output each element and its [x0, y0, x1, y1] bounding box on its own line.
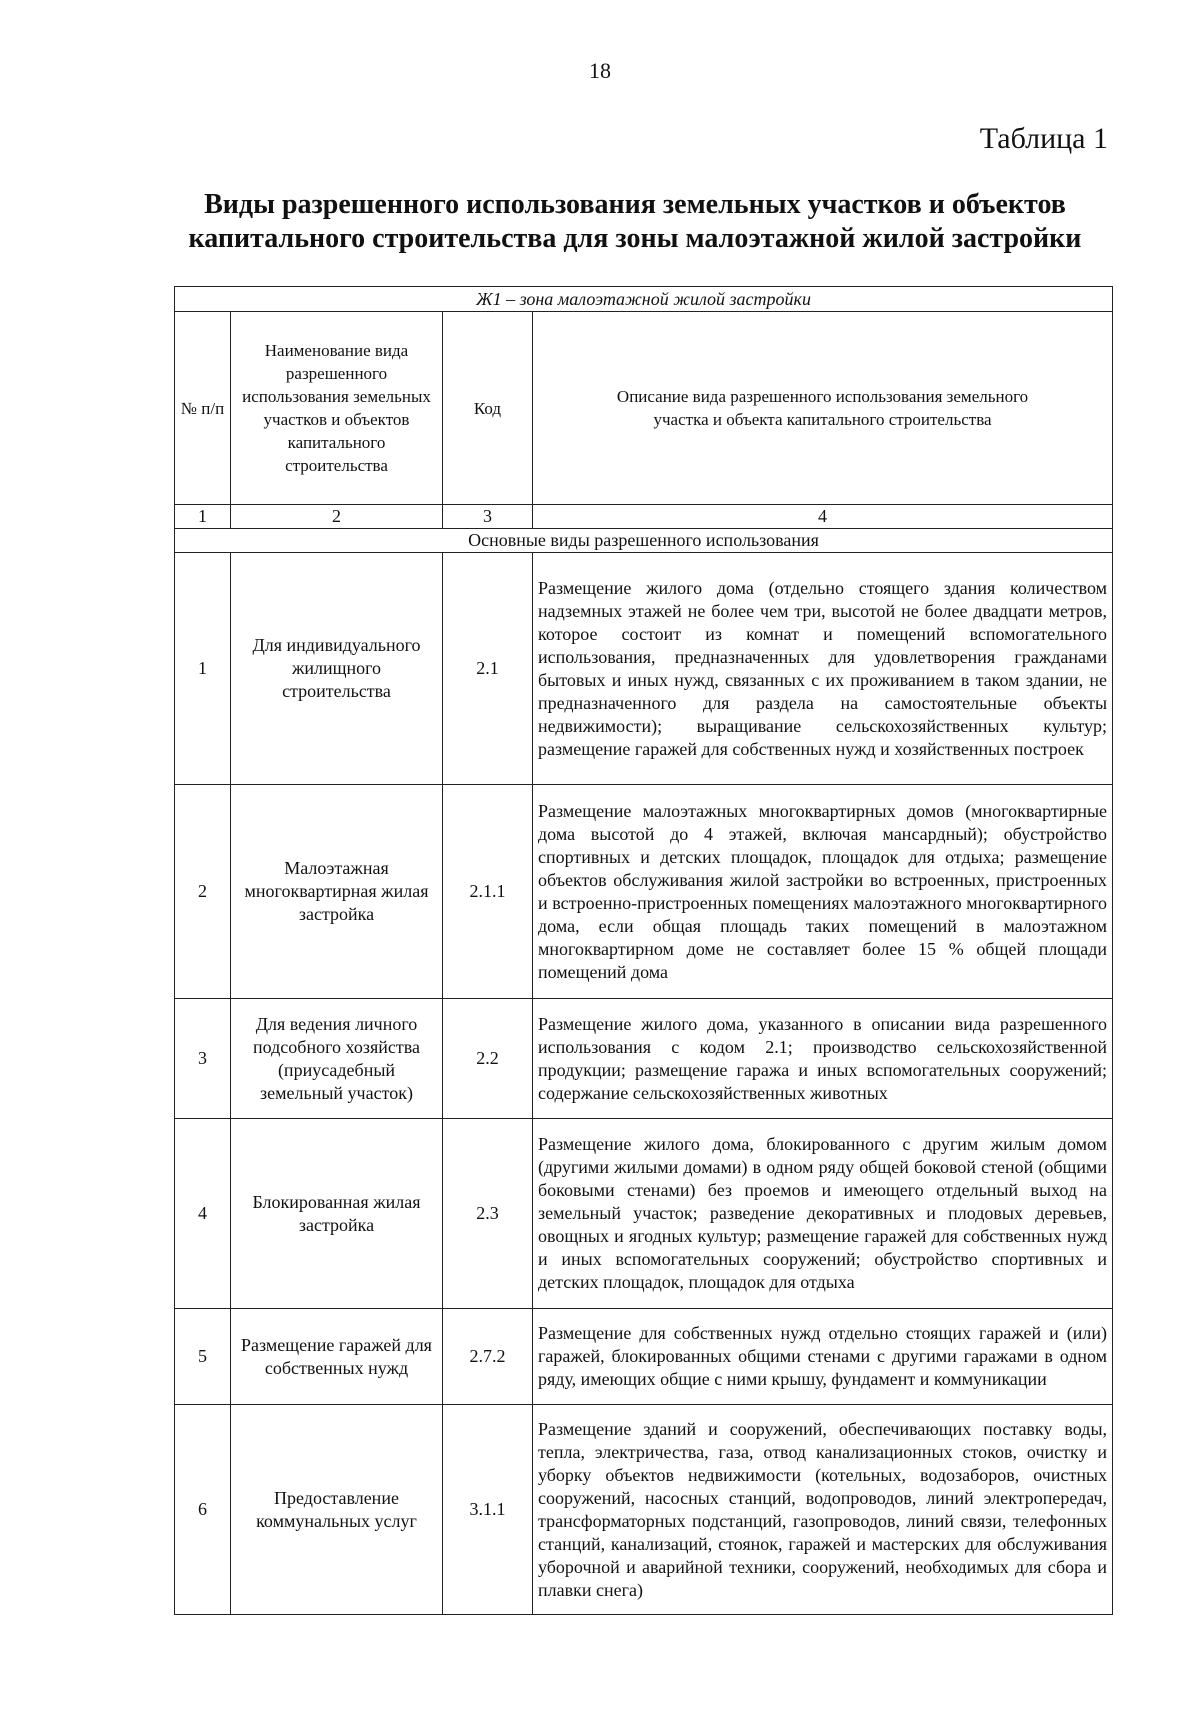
use-code: 3.1.1: [443, 1405, 533, 1615]
column-header-row: [175, 312, 1113, 505]
header-name: Наименование вида разрешенного использования земельных участков и объектов капитального строительства: [231, 312, 443, 505]
header-num: № п/п: [175, 312, 231, 505]
use-name: Предоставление коммунальных услуг: [231, 1405, 443, 1615]
row-number: 6: [175, 1405, 231, 1615]
column-number: 3: [443, 505, 533, 529]
table-label: Таблица 1: [979, 122, 1108, 155]
use-name: Блокированная жилая застройка: [231, 1119, 443, 1309]
use-code: 2.1: [443, 553, 533, 785]
table-row: [175, 553, 1113, 785]
zone-header: Ж1 – зона малоэтажной жилой застройки: [175, 287, 1113, 312]
use-code: 2.3: [443, 1119, 533, 1309]
column-number: 2: [231, 505, 443, 529]
table-row: [175, 999, 1113, 1119]
use-name: Для ведения личного подсобного хозяйства (приусадебный земельный участок): [231, 999, 443, 1119]
table-row: [175, 785, 1113, 999]
use-code: 2.1.1: [443, 785, 533, 999]
page-number: 18: [589, 58, 611, 83]
document-title: Виды разрешенного использования земельных участков и объектов капитального строительства для зоны малоэтажной жилой застройки: [188, 189, 1082, 254]
column-number: 1: [175, 505, 231, 529]
column-number: 4: [533, 505, 1113, 529]
row-number: 4: [175, 1119, 231, 1309]
use-description: Размещение малоэтажных многоквартирных домов (многоквартирные дома высотой до 4 этажей, включая мансардный); обустройство спортивных и детских площадок, площадок для отдыха; размещение объектов обслуживания жилой застройки во встроенных, пристроенных и встроенно-пристроенных помещениях малоэтажного многоквартирного дома, если общая площадь таких помещений в малоэтажном многоквартирном доме не составляет более 15 % общей площади помещений дома: [533, 785, 1113, 999]
row-number: 1: [175, 553, 231, 785]
zone-header-row: [175, 287, 1113, 312]
use-code: 2.2: [443, 999, 533, 1119]
use-name: Малоэтажная многоквартирная жилая застройка: [231, 785, 443, 999]
table-row: [175, 1309, 1113, 1405]
use-code: 2.7.2: [443, 1309, 533, 1405]
use-description: Размещение жилого дома (отдельно стоящего здания количеством надземных этажей не более чем три, высотой не более двадцати метров, которое состоит из комнат и помещений вспомогательного использования, предназначенных для удовлетворения гражданами бытовых и иных нужд, связанных с их проживанием в таком здании, не предназначенного для раздела на самостоятельные объекты недвижимости); выращивание сельскохозяйственных культур; размещение гаражей для собственных нужд и хозяйственных построек: [533, 553, 1113, 785]
use-description: Размещение жилого дома, блокированного с другим жилым домом (другими жилыми домами) в одном ряду общей боковой стеной (общими боковыми стенами) без проемов и имеющего отдельный выход на земельный участок; разведение декоративных и плодовых деревьев, овощных и ягодных культур; размещение гаражей для собственных нужд и иных вспомогательных сооружений; обустройство спортивных и детских площадок, площадок для отдыха: [533, 1119, 1113, 1309]
column-number-row: [175, 505, 1113, 529]
land-use-table: [174, 286, 1113, 1615]
row-number: 5: [175, 1309, 231, 1405]
table-row: [175, 1119, 1113, 1309]
use-description: Размещение жилого дома, указанного в описании вида разрешенного использования с кодом 2.1; производство сельскохозяйственной продукции; размещение гаража и иных вспомогательных сооружений; содержание сельскохозяйственных животных: [533, 999, 1113, 1119]
use-name: Для индивидуального жилищного строительства: [231, 553, 443, 785]
row-number: 2: [175, 785, 231, 999]
section-title: Основные виды разрешенного использования: [175, 529, 1113, 553]
header-code: Код: [443, 312, 533, 505]
section-row: [175, 529, 1113, 553]
row-number: 3: [175, 999, 231, 1119]
use-description: Размещение для собственных нужд отдельно стоящих гаражей и (или) гаражей, блокированных общими стенами с другими гаражами в одном ряду, имеющих общие с ними крышу, фундамент и коммуникации: [533, 1309, 1113, 1405]
header-description: Описание вида разрешенного использования земельного участка и объекта капитального строительства: [533, 312, 1113, 505]
use-name: Размещение гаражей для собственных нужд: [231, 1309, 443, 1405]
use-description: Размещение зданий и сооружений, обеспечивающих поставку воды, тепла, электричества, газа, отвод канализационных стоков, очистку и уборку объектов недвижимости (котельных, водозаборов, очистных сооружений, насосных станций, водопроводов, линий электропередач, трансформаторных подстанций, газопроводов, линий связи, телефонных станций, канализаций, стоянок, гаражей и мастерских для обслуживания уборочной и аварийной техники, сооружений, необходимых для сбора и плавки снега): [533, 1405, 1113, 1615]
table-row: [175, 1405, 1113, 1615]
